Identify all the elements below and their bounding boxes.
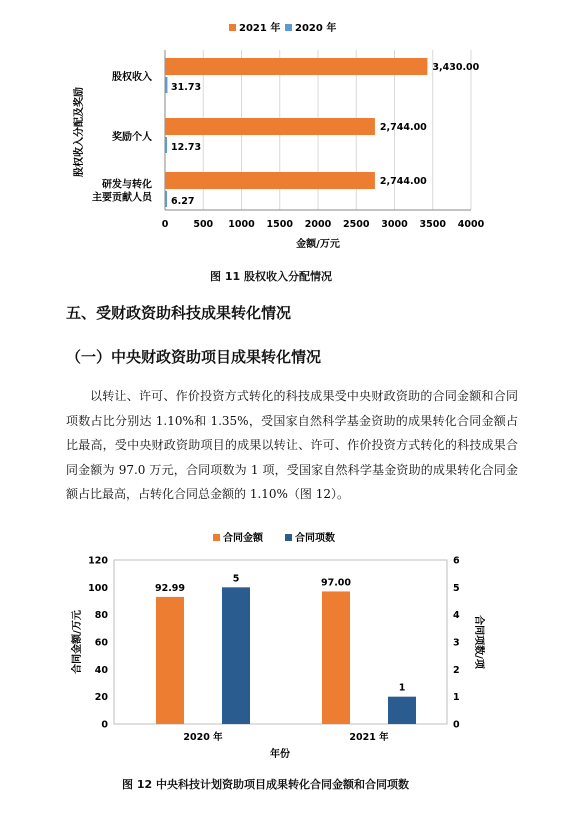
y-right-tick-label: 4 <box>453 610 460 622</box>
legend-swatch-2020 <box>285 24 292 31</box>
category-label: 股权收入 <box>112 72 152 83</box>
y-left-tick-label: 40 <box>94 664 108 676</box>
y-right-tick-label: 3 <box>453 637 460 649</box>
x-axis-title: 金额/万元 <box>296 239 340 250</box>
bar-2020 <box>165 77 167 93</box>
x-tick-label: 3000 <box>381 219 408 230</box>
bar-contract-amount <box>322 591 350 724</box>
figure11-chart <box>0 0 582 270</box>
x-tick-label: 1500 <box>266 219 293 230</box>
bar-2020 <box>165 191 167 207</box>
bar-2021 <box>165 58 427 75</box>
x-tick-label: 0 <box>161 219 169 230</box>
data-label-2020: 12.73 <box>171 142 202 153</box>
data-label-2020: 31.73 <box>171 82 202 93</box>
legend-swatch-2021 <box>229 24 236 31</box>
y-right-tick-label: 1 <box>453 692 460 704</box>
y-axis-title: 股权收入分配及奖励 <box>74 87 85 177</box>
bar-contract-count <box>222 587 250 724</box>
figure11-caption: 图 11 股权收入分配情况 <box>210 270 332 283</box>
legend-label-2021: 2021 年 <box>239 23 281 34</box>
data-label-contract-amount: 97.00 <box>320 577 352 589</box>
x-tick-label: 500 <box>193 219 214 230</box>
y-left-tick-label: 0 <box>101 719 108 731</box>
bar-contract-count <box>388 697 416 724</box>
legend-label-contract-count: 合同项数 <box>295 533 335 544</box>
data-label-contract-count: 1 <box>398 682 406 694</box>
section-heading: 五、受财政资助科技成果转化情况 <box>66 304 292 322</box>
data-label-2021: 2,744.00 <box>379 176 427 187</box>
y-right-axis-title: 合同项数/项 <box>473 615 484 669</box>
figure12-chart <box>0 520 582 770</box>
legend-swatch-contract-amount <box>213 534 220 541</box>
section-paragraph: 以转让、许可、作价投资方式转化的科技成果受中央财政资助的合同金额和合同项数占比分别达 1.10%和 1.35%，受国家自然科学基金资助的成果转化合同金额占比最高，受中央财政资助项目的成果以转让、许可、作价投资方式转化的科技成果合同金额为 97.0 万元，合同项数为 1 项，受国家自然科学基金资助的成果转化合同金额占比最高，占转化合同总金额的 1.10%（图 12）。 <box>66 389 518 501</box>
y-left-axis-title: 合同金额/万元 <box>72 610 83 674</box>
y-right-tick-label: 6 <box>453 555 460 567</box>
section-subheading: （一）中央财政资助项目成果转化情况 <box>66 348 322 366</box>
x-tick-label: 2500 <box>343 219 370 230</box>
bar-contract-amount <box>156 597 184 724</box>
bar-2020 <box>165 137 167 153</box>
bar-2021 <box>165 118 375 135</box>
x-tick-label: 4000 <box>457 219 485 230</box>
data-label-contract-amount: 92.99 <box>154 582 186 594</box>
x-axis-title: 年份 <box>270 749 290 760</box>
y-right-tick-label: 0 <box>453 719 460 731</box>
legend-label-contract-amount: 合同金额 <box>223 533 263 544</box>
legend-label-2020: 2020 年 <box>295 23 337 34</box>
y-left-tick-label: 80 <box>94 610 108 622</box>
y-right-tick-label: 2 <box>453 664 460 676</box>
y-left-tick-label: 60 <box>94 637 108 649</box>
legend-swatch-contract-count <box>285 534 292 541</box>
x-category-label: 2021 年 <box>349 732 389 743</box>
x-tick-label: 1000 <box>228 219 255 230</box>
category-label: 研发与转化 <box>102 179 152 191</box>
y-left-tick-label: 20 <box>94 692 108 704</box>
data-label-contract-count: 5 <box>232 573 240 585</box>
x-tick-label: 2000 <box>304 219 332 230</box>
data-label-2021: 3,430.00 <box>432 62 480 73</box>
y-left-tick-label: 120 <box>88 555 108 567</box>
y-left-tick-label: 100 <box>88 582 108 594</box>
x-tick-label: 3500 <box>419 219 446 230</box>
data-label-2020: 6.27 <box>171 196 195 207</box>
y-right-tick-label: 5 <box>453 582 460 594</box>
figure12-caption: 图 12 中央科技计划资助项目成果转化合同金额和合同项数 <box>122 778 409 791</box>
category-label: 主要贡献人员 <box>92 192 152 204</box>
category-label: 奖励个人 <box>112 132 152 143</box>
x-category-label: 2020 年 <box>183 732 223 743</box>
data-label-2021: 2,744.00 <box>379 122 427 133</box>
bar-2021 <box>165 172 375 189</box>
